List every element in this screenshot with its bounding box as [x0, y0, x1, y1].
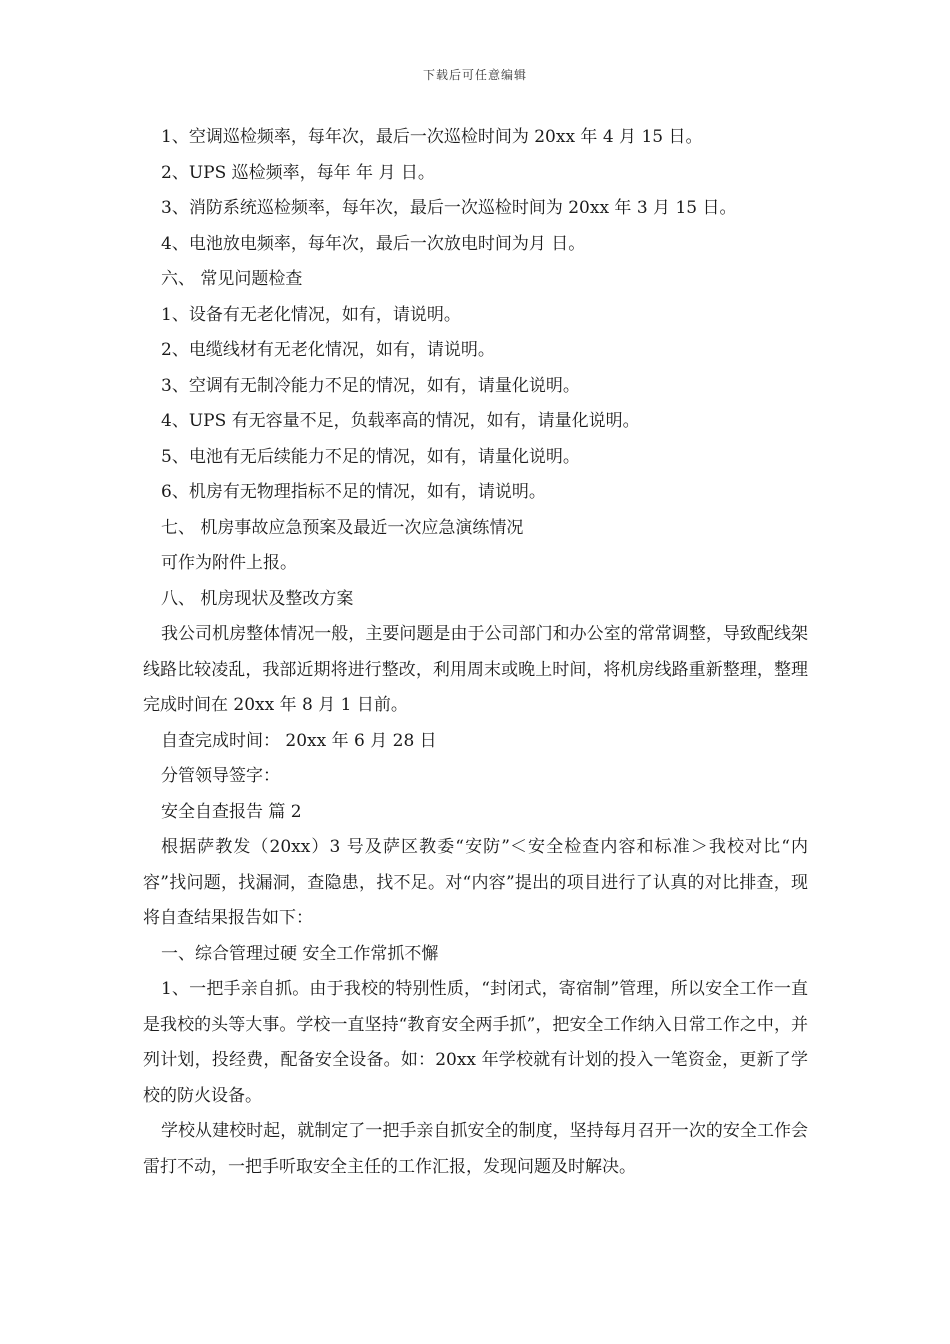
section-heading: 七、 机房事故应急预案及最近一次应急演练情况: [161, 517, 524, 538]
list-item: 2、UPS 巡检频率，每年 年 月 日。: [161, 162, 435, 183]
list-item: 2、电缆线材有无老化情况，如有，请说明。: [161, 340, 495, 360]
document-body: [143, 120, 808, 1185]
paragraph: 1、一把手亲自抓。由于我校的特别性质，“封闭式，寄宿制”管理，所以安全工作一直是我校的头等大事。学校一直坚持“教育安全两手抓”，把安全工作纳入日常工作之中，并列计划，投经费，配备安全设备。如：20xx 年学校就有计划的投入一笔资金，更新了学校的防火设备。: [143, 979, 808, 1106]
paragraph-line: 可作为附件上报。: [161, 553, 297, 573]
paragraph: 根据萨教发（20xx）3 号及萨区教委“安防”＜安全检查内容和标准＞我校对比“内容”找问题，找漏洞，查隐患，找不足。对“内容”提出的项目进行了认真的对比排查，现将自查结果报告如下：: [143, 837, 808, 928]
list-item: 5、电池有无后续能力不足的情况，如有，请量化说明。: [161, 446, 580, 467]
list-item: 4、电池放电频率，每年次，最后一次放电时间为月 日。: [161, 233, 586, 254]
paragraph: 学校从建校时起，就制定了一把手亲自抓安全的制度，坚持每月召开一次的安全工作会雷打不动，一把手听取安全主任的工作汇报，发现问题及时解决。: [143, 1121, 808, 1177]
section-heading: 八、 机房现状及整改方案: [161, 588, 354, 609]
section-heading: 六、 常见问题检查: [161, 269, 303, 289]
header-note: 下载后可任意编辑: [422, 68, 527, 82]
section-heading: 一、综合管理过硬 安全工作常抓不懈: [161, 943, 439, 964]
report-title: 安全自查报告 篇 2: [161, 801, 302, 822]
completion-date: 自查完成时间： 20xx 年 6 月 28 日: [161, 730, 437, 751]
list-item: 3、空调有无制冷能力不足的情况，如有，请量化说明。: [161, 375, 580, 396]
paragraph: 我公司机房整体情况一般，主要问题是由于公司部门和办公室的常常调整，导致配线架线路比较凌乱，我部近期将进行整改，利用周末或晚上时间，将机房线路重新整理，整理完成时间在 20xx 年 8 月 1 日前。: [143, 624, 808, 715]
list-item: 4、UPS 有无容量不足，负载率高的情况，如有，请量化说明。: [161, 411, 640, 431]
signature-line: 分管领导签字：: [161, 766, 280, 786]
list-item: 1、设备有无老化情况，如有，请说明。: [161, 304, 461, 325]
list-item: 1、空调巡检频率，每年次，最后一次巡检时间为 20xx 年 4 月 15 日。: [161, 127, 703, 147]
list-item: 3、消防系统巡检频率，每年次，最后一次巡检时间为 20xx 年 3 月 15 日。: [161, 198, 737, 218]
list-item: 6、机房有无物理指标不足的情况，如有，请说明。: [161, 482, 546, 502]
